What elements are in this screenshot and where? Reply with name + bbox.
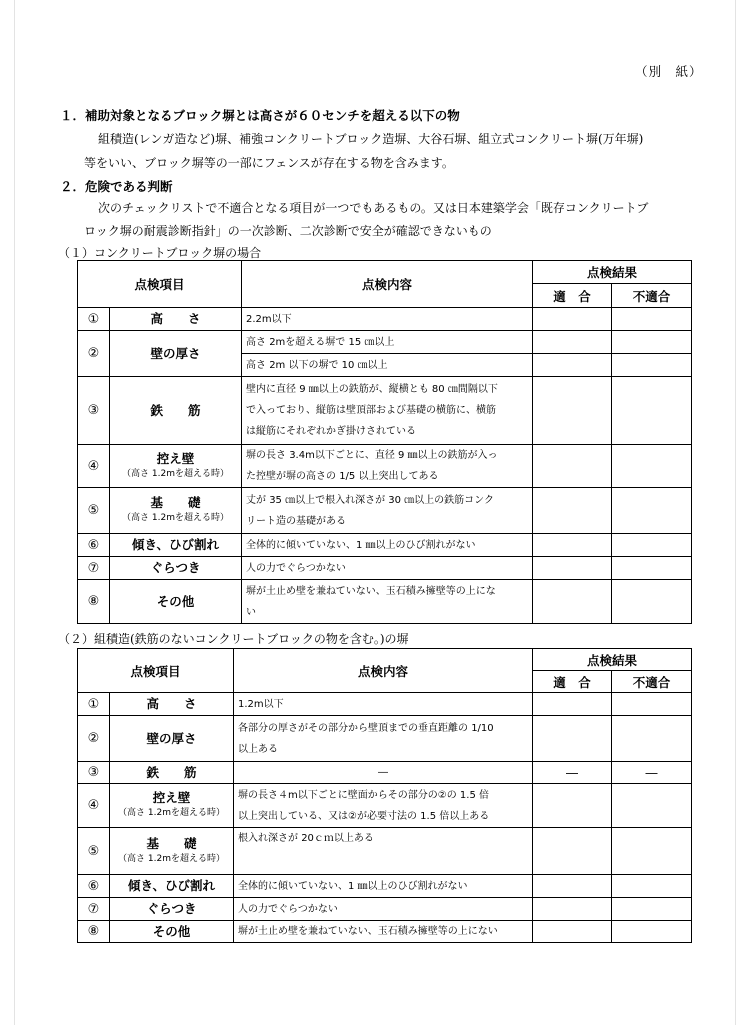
- row-number: ④: [78, 784, 110, 828]
- table-row: [78, 828, 692, 875]
- row-content: [234, 716, 533, 762]
- row-content: [242, 445, 533, 488]
- result-ng-cell: ―: [612, 762, 692, 784]
- table-row: [78, 488, 692, 534]
- row-item: [110, 445, 242, 488]
- result-ok-cell[interactable]: [533, 534, 612, 557]
- row-item: 鉄 筋: [110, 377, 242, 445]
- row-content: [234, 784, 533, 828]
- row-content: 2.2m以下: [242, 308, 533, 331]
- table-row: [78, 534, 692, 557]
- row-item: 傾き、ひび割れ: [110, 875, 234, 898]
- result-ok-cell[interactable]: [533, 898, 612, 921]
- para-2-line-2: ロック塀の耐震診断指針」の一次診断、二次診断で安全が確認できないもの: [84, 224, 492, 238]
- content-line: 塀の長さ４m以下ごとに壁面からその部分の②の 1.5 倍: [238, 789, 489, 801]
- content-line: 各部分の厚さがその部分から壁頂までの垂直距離の 1/10: [238, 722, 494, 734]
- table-row: [78, 377, 692, 445]
- result-ng-cell[interactable]: [612, 331, 692, 354]
- row-content: 高さ 2mを超える塀で 15 ㎝以上: [242, 331, 533, 354]
- table-row: [78, 716, 692, 762]
- row-content: 全体的に傾いていない、1 ㎜以上のひび割れがない: [242, 534, 533, 557]
- table-row: [78, 898, 692, 921]
- row-item-note: （高さ 1.2mを超える時）: [118, 853, 225, 864]
- row-item: [110, 828, 234, 875]
- result-ok-cell[interactable]: [533, 308, 612, 331]
- content-line: 塀が土止め壁を兼ねていない、玉石積み擁壁等の上にな: [246, 585, 496, 597]
- result-ng-cell[interactable]: [612, 488, 692, 534]
- result-ok-cell[interactable]: [533, 557, 612, 580]
- row-number: ⑧: [78, 580, 110, 624]
- row-number: ③: [78, 377, 110, 445]
- content-line: 壁内に直径 9 ㎜以上の鉄筋が、縦横とも 80 ㎝間隔以下: [246, 384, 498, 395]
- header-ok: 適 合: [533, 671, 612, 693]
- table-row: [78, 580, 692, 624]
- result-ng-cell[interactable]: [612, 557, 692, 580]
- row-content: [242, 377, 533, 445]
- content-line: 丈が 35 ㎝以上で根入れ深さが 30 ㎝以上の鉄筋コンク: [246, 494, 494, 506]
- result-ng-cell[interactable]: [612, 898, 692, 921]
- row-content: [242, 488, 533, 534]
- row-item-note: （高さ 1.2mを超える時）: [122, 468, 229, 479]
- row-item: 傾き、ひび割れ: [110, 534, 242, 557]
- heading-1: １．補助対象となるブロック塀とは高さが６０センチを超える以下の物: [60, 108, 460, 123]
- table-row: [78, 331, 692, 354]
- row-number: ②: [78, 716, 110, 762]
- row-number: ⑤: [78, 488, 110, 534]
- result-ng-cell[interactable]: [612, 875, 692, 898]
- para-2-line-1: 次のチェックリストで不適合となる項目が一つでもあるもの。又は日本建築学会「既存コンクリートブ: [98, 201, 649, 215]
- result-ok-cell[interactable]: [533, 784, 612, 828]
- para-1-line-2: 等をいい、ブロック塀等の一部にフェンスが存在する物を含みます。: [84, 156, 454, 170]
- row-number: ⑧: [78, 921, 110, 943]
- table-row: [78, 762, 692, 784]
- result-ng-cell[interactable]: [612, 716, 692, 762]
- result-ng-cell[interactable]: [612, 580, 692, 624]
- header-ng: 不適合: [612, 284, 692, 308]
- result-ng-cell[interactable]: [612, 534, 692, 557]
- row-item: その他: [110, 921, 234, 943]
- row-content: 全体的に傾いていない、1 ㎜以上のひび割れがない: [234, 875, 533, 898]
- row-number: ②: [78, 331, 110, 377]
- header-ng: 不適合: [612, 671, 692, 693]
- result-ok-cell: ―: [533, 762, 612, 784]
- header-item: 点検項目: [78, 649, 234, 693]
- table-row: [78, 784, 692, 828]
- row-item: その他: [110, 580, 242, 624]
- row-item: ぐらつき: [110, 898, 234, 921]
- row-content: 人の力でぐらつかない: [242, 557, 533, 580]
- row-content: [242, 580, 533, 624]
- row-item: 壁の厚さ: [110, 716, 234, 762]
- heading-2: ２．危険である判断: [60, 179, 173, 194]
- row-number: ⑤: [78, 828, 110, 875]
- row-number: ⑦: [78, 898, 110, 921]
- result-ok-cell[interactable]: [533, 377, 612, 445]
- row-item-note: （高さ 1.2mを超える時）: [122, 513, 229, 523]
- row-content: 人の力でぐらつかない: [234, 898, 533, 921]
- row-item-label: 控え壁: [152, 790, 191, 805]
- result-ok-cell[interactable]: [533, 921, 612, 943]
- result-ng-cell[interactable]: [612, 693, 692, 716]
- content-line: は縦筋にそれぞれかぎ掛けされている: [246, 426, 417, 437]
- row-item: [110, 488, 242, 534]
- result-ok-cell[interactable]: [533, 875, 612, 898]
- table-row: [78, 921, 692, 943]
- row-number: ①: [78, 308, 110, 331]
- header-ok: 適 合: [533, 284, 612, 308]
- table-row: [78, 875, 692, 898]
- table-row: [78, 445, 692, 488]
- content-line: い: [246, 606, 257, 618]
- content-line: 以上突出している、又は②が必要寸法の 1.5 倍以上ある: [238, 810, 490, 822]
- row-number: ⑦: [78, 557, 110, 580]
- content-line: で入っており、縦筋は壁頂部および基礎の横筋に、横筋: [246, 405, 497, 416]
- row-item: 壁の厚さ: [110, 331, 242, 377]
- table-row: [78, 557, 692, 580]
- result-ng-cell[interactable]: [612, 921, 692, 943]
- result-ng-cell[interactable]: [612, 354, 692, 377]
- table-row: [78, 308, 692, 331]
- header-result: 点検結果: [533, 649, 692, 671]
- result-ok-cell[interactable]: [533, 445, 612, 488]
- para-1-line-1: 組積造(レンガ造など)塀、補強コンクリートブロック造塀、大谷石塀、組立式コンクリート塀(万年塀): [98, 132, 644, 146]
- result-ok-cell[interactable]: [533, 716, 612, 762]
- section-2-title: （２）組積造(鉄筋のないコンクリートブロックの物を含む。)の塀: [58, 632, 409, 646]
- row-item: 高 さ: [110, 693, 234, 716]
- result-ng-cell[interactable]: [612, 308, 692, 331]
- header-item: 点検項目: [78, 261, 242, 308]
- row-number: ③: [78, 762, 110, 784]
- result-ok-cell[interactable]: [533, 828, 612, 875]
- row-content: 1.2m以下: [234, 693, 533, 716]
- row-item-label: 基 礎: [150, 495, 201, 510]
- row-item: [110, 784, 234, 828]
- checklist-table-2: [77, 648, 692, 943]
- result-ok-cell[interactable]: [533, 354, 612, 377]
- result-ok-cell[interactable]: [533, 488, 612, 534]
- result-ok-cell[interactable]: [533, 580, 612, 624]
- section-1-title: （１）コンクリートブロック塀の場合: [58, 246, 262, 260]
- row-content: 根入れ深さが 20ｃｍ以上ある: [234, 828, 533, 875]
- row-item: ぐらつき: [110, 557, 242, 580]
- row-number: ④: [78, 445, 110, 488]
- row-item-label: 控え壁: [156, 450, 195, 466]
- header-content: 点検内容: [234, 649, 533, 693]
- result-ng-cell[interactable]: [612, 828, 692, 875]
- row-content: 高さ 2m 以下の塀で 10 ㎝以上: [242, 354, 533, 377]
- header-result: 点検結果: [533, 261, 692, 284]
- result-ng-cell[interactable]: [612, 377, 692, 445]
- row-item-label: 基 礎: [146, 835, 197, 851]
- row-number: ①: [78, 693, 110, 716]
- result-ok-cell[interactable]: [533, 693, 612, 716]
- row-number: ⑥: [78, 534, 110, 557]
- row-number: ⑥: [78, 875, 110, 898]
- row-item: 高 さ: [110, 308, 242, 331]
- result-ok-cell[interactable]: [533, 331, 612, 354]
- attachment-note: （別 紙）: [635, 64, 703, 79]
- content-line: リート造の基礎がある: [246, 515, 347, 527]
- content-line: 以上ある: [238, 743, 279, 755]
- row-content: ―: [234, 762, 533, 784]
- content-line: 塀の長さ 3.4m以下ごとに、直径 9 ㎜以上の鉄筋が入っ: [246, 450, 498, 461]
- header-content: 点検内容: [242, 261, 533, 308]
- content-line: た控壁が塀の高さの 1/5 以上突出してある: [246, 471, 439, 482]
- row-content: 塀が土止め壁を兼ねていない、玉石積み擁壁等の上にない: [234, 921, 533, 943]
- result-ng-cell[interactable]: [612, 445, 692, 488]
- table-row: [78, 693, 692, 716]
- row-item: 鉄 筋: [110, 762, 234, 784]
- row-item-note: （高さ 1.2mを超える時）: [118, 808, 225, 818]
- result-ng-cell[interactable]: [612, 784, 692, 828]
- checklist-table-1: [77, 260, 692, 624]
